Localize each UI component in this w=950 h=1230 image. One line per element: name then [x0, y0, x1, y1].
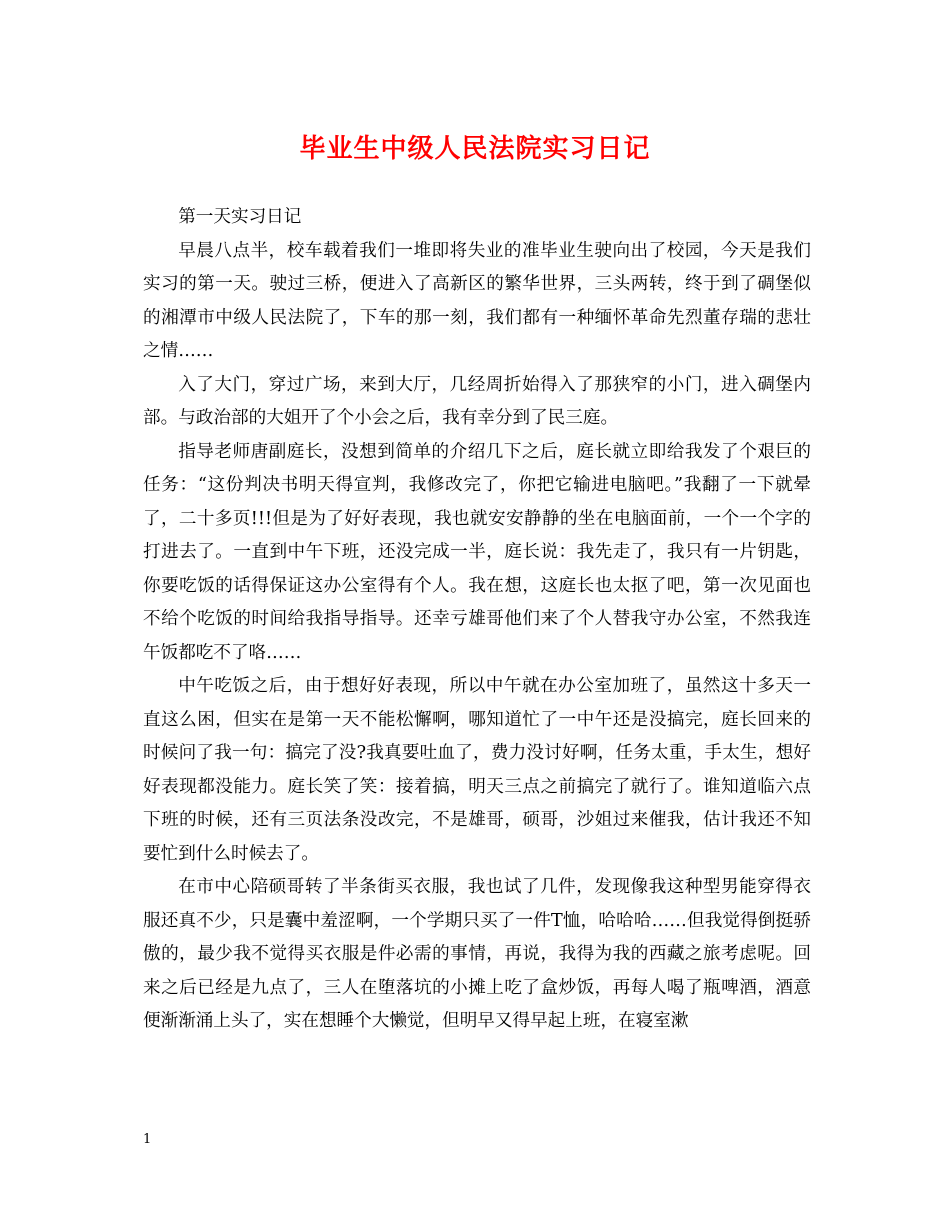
paragraph: 早晨八点半，校车载着我们一堆即将失业的准毕业生驶向出了校园，今天是我们实习的第一天。驶过三桥，便进入了高新区的繁华世界，三头两转，终于到了碉堡似的湘潭市中级人民法院了，下车的那一刻，我们都有一种缅怀革命先烈董存瑞的悲壮之情…… [143, 240, 811, 361]
paragraph: 中午吃饭之后，由于想好好表现，所以中午就在办公室加班了，虽然这十多天一直这么困，但实在是第一天不能松懈啊，哪知道忙了一中午还是没搞完，庭长回来的时候问了我一句：搞完了没?我真要吐血了，费力没讨好啊，任务太重，手太生，想好好表现都没能力。庭长笑了笑：接着搞，明天三点之前搞完了就行了。谁知道临六点下班的时候，还有三页法条没改完，不是雄哥，硕哥，沙姐过来催我，估计我还不知要忙到什么时候去了。 [143, 676, 811, 864]
page-number: 1 [143, 1132, 152, 1147]
document-title: 毕业生中级人民法院实习日记 [299, 134, 651, 164]
paragraph: 在市中心陪硕哥转了半条街买衣服，我也试了几件，发现像我这种型男能穿得衣服还真不少，只是囊中羞涩啊，一个学期只买了一件T恤，哈哈哈……但我觉得倒挺骄傲的，最少我不觉得买衣服是件必需的事情，再说，我得为我的西藏之旅考虑呢。回来之后已经是九点了，三人在堕落坑的小摊上吃了盒炒饭，再每人喝了瓶啤酒，酒意便渐渐涌上头了，实在想睡个大懒觉，但明早又得早起上班，在寝室漱 [143, 877, 811, 1031]
paragraph: 入了大门，穿过广场，来到大厅，几经周折始得入了那狭窄的小门，进入碉堡内部。与政治部的大姐开了个小会之后，我有幸分到了民三庭。 [143, 374, 811, 428]
section-heading: 第一天实习日记 [178, 207, 302, 227]
paragraph: 指导老师唐副庭长，没想到简单的介绍几下之后，庭长就立即给我发了个艰巨的任务：“这份判决书明天得宣判，我修改完了，你把它输进电脑吧。”我翻了一下就晕了，二十多页!!!但是为了好好表现，我也就安安静静的坐在电脑面前，一个一个字的打进去了。一直到中午下班，还没完成一半，庭长说：我先走了，我只有一片钥匙，你要吃饭的话得保证这办公室得有个人。我在想，这庭长也太抠了吧，第一次见面也不给个吃饭的时间给我指导指导。还幸亏雄哥他们来了个人替我守办公室，不然我连午饭都吃不了咯…… [143, 441, 811, 663]
document-body [143, 201, 811, 1039]
